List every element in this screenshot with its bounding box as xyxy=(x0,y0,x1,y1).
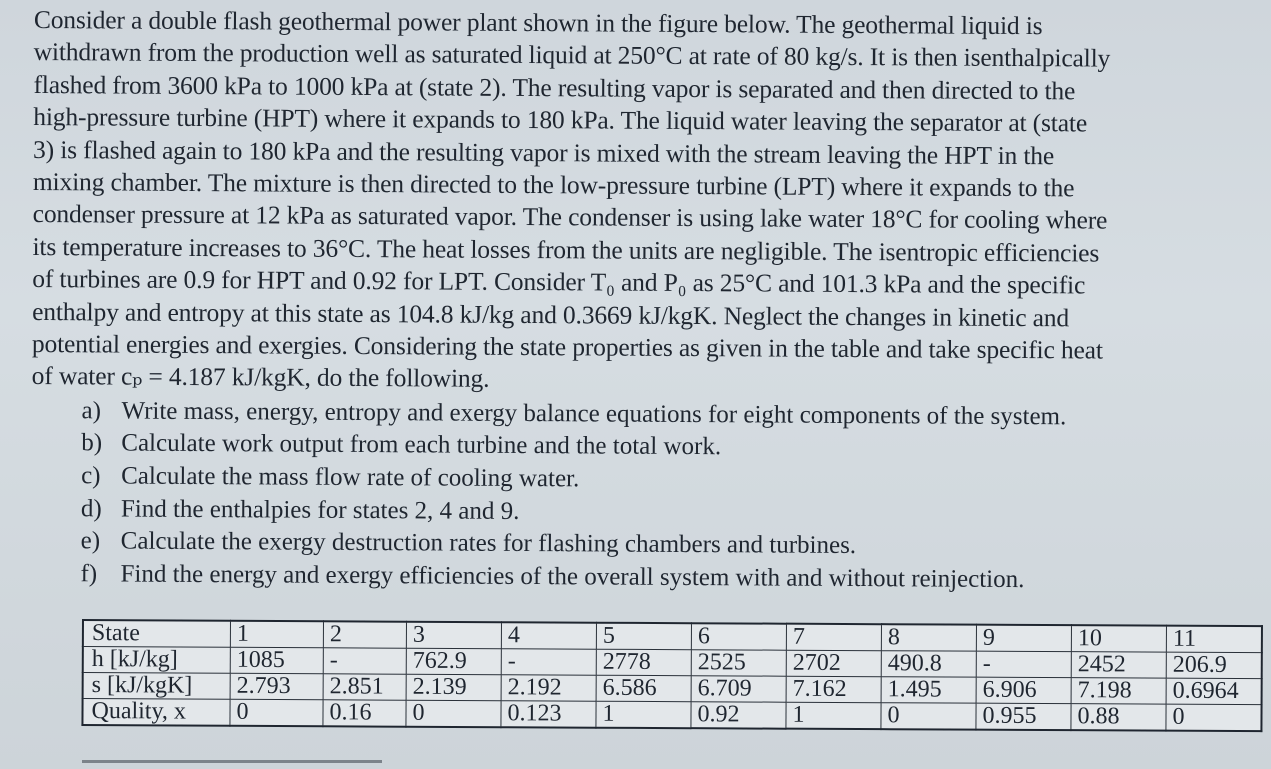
row-label: State xyxy=(83,620,231,647)
problem-line: of turbines are 0.9 for HPT and 0.92 for LPT. Consider T₀ and P₀ as 25°C and 101.3 kPa and the specific xyxy=(32,264,1086,300)
table-cell: 6.709 xyxy=(691,676,786,702)
table-cell: 2525 xyxy=(691,650,786,676)
table-cell: 2702 xyxy=(786,650,881,676)
task-text: Find the energy and exergy efficiencies of the overall system with and without reinjection. xyxy=(120,560,1025,593)
task-letter: e) xyxy=(80,527,101,555)
row-label: Quality, x xyxy=(82,699,230,726)
task-text: Calculate work output from each turbine and the total work. xyxy=(121,430,722,461)
table-cell: 6 xyxy=(691,623,786,650)
table-cell: 762.9 xyxy=(406,648,501,674)
task-letter: c) xyxy=(81,462,101,490)
table-cell: - xyxy=(976,651,1071,677)
table-cell: 1.495 xyxy=(881,677,976,703)
problem-line: potential energies and exergies. Considering the state properties as given in the table and take specific heat xyxy=(31,329,1103,365)
row-label: s [kJ/kgK] xyxy=(83,673,231,700)
table-cell: 0 xyxy=(1166,704,1262,731)
table-cell: 2.851 xyxy=(323,674,406,700)
table-cell: 0.16 xyxy=(323,700,406,727)
table-cell: 10 xyxy=(1071,625,1166,652)
table-cell: 4 xyxy=(501,622,596,649)
table-cell: 0 xyxy=(881,703,976,730)
table-cell: 206.9 xyxy=(1166,652,1262,678)
task-letter: f) xyxy=(80,560,98,588)
table-cell: 1 xyxy=(230,621,323,648)
state-properties-body xyxy=(82,620,1262,731)
table-cell: - xyxy=(323,648,406,674)
table-cell: 490.8 xyxy=(881,651,976,677)
table-cell: 5 xyxy=(596,623,691,650)
table-cell: 7 xyxy=(786,624,881,651)
table-cell: 2452 xyxy=(1071,652,1166,678)
problem-line: of water cₚ = 4.187 kJ/kgK, do the following. xyxy=(31,361,490,394)
table-cell: 0.123 xyxy=(501,701,596,728)
table-cell: 1085 xyxy=(230,647,323,673)
table-cell: 1 xyxy=(786,702,881,729)
problem-line: withdrawn from the production well as saturated liquid at 250°C at rate of 80 kg/s. It is then isenthalpically xyxy=(33,37,1111,73)
table-cell: 2 xyxy=(323,621,406,648)
table-cell: 3 xyxy=(406,622,501,649)
task-text: Calculate the mass flow rate of cooling water. xyxy=(121,462,580,493)
problem-line: its temperature increases to 36°C. The heat losses from the units are negligible. The isentropic efficiencies xyxy=(32,231,1100,268)
table-cell: 0.6964 xyxy=(1166,678,1262,704)
problem-line: 3) is flashed again to 180 kPa and the resulting vapor is mixed with the stream leaving the HPT in the xyxy=(33,134,1055,170)
row-label: h [kJ/kg] xyxy=(83,647,231,674)
state-properties-table xyxy=(81,619,1263,732)
task-letter: b) xyxy=(81,429,103,457)
problem-line: mixing chamber. The mixture is then directed to the low-pressure turbine (LPT) where it expands to the xyxy=(32,167,1075,203)
problem-line: condenser pressure at 12 kPa as saturated vapor. The condenser is using lake water 18°C for cooling where xyxy=(32,199,1108,235)
task-text: Find the enthalpies for states 2, 4 and 9. xyxy=(120,495,520,525)
table-cell: 2.139 xyxy=(406,674,501,700)
task-letter: d) xyxy=(80,494,102,523)
table-cell: 8 xyxy=(881,624,976,651)
task-text: Write mass, energy, entropy and exergy balance equations for eight components of the system. xyxy=(121,397,1067,431)
table-cell: 7.198 xyxy=(1071,678,1166,704)
table-cell: 7.162 xyxy=(786,676,881,702)
task-item xyxy=(80,558,1220,598)
problem-statement xyxy=(32,4,1224,400)
table-cell: 6.906 xyxy=(976,677,1071,703)
table-cell: 0 xyxy=(406,700,501,727)
problem-line: Consider a double flash geothermal power plant shown in the figure below. The geothermal liquid is xyxy=(33,4,1043,41)
table-cell: - xyxy=(501,649,596,675)
table-cell: 0.955 xyxy=(976,703,1071,730)
task-letter: a) xyxy=(81,397,102,425)
page-divider xyxy=(82,760,382,763)
table-cell: 9 xyxy=(976,625,1071,652)
problem-line: enthalpy and entropy at this state as 104.8 kJ/kg and 0.3669 kJ/kgK. Neglect the changes in kinetic and xyxy=(32,296,1070,332)
table-cell: 1 xyxy=(596,701,691,728)
table-cell: 2.793 xyxy=(230,673,323,699)
problem-document xyxy=(30,4,1224,598)
table-row xyxy=(82,699,1261,732)
problem-line: high-pressure turbine (HPT) where it expands to 180 kPa. The liquid water leaving the separator at (state xyxy=(33,102,1088,138)
table-cell: 11 xyxy=(1166,626,1262,653)
task-list xyxy=(80,395,1221,598)
task-text: Calculate the exergy destruction rates for flashing chambers and turbines. xyxy=(120,527,857,560)
table-cell: 2.192 xyxy=(501,675,596,701)
table-cell: 0 xyxy=(230,699,323,726)
problem-line: flashed from 3600 kPa to 1000 kPa at (state 2). The resulting vapor is separated and then directed to the xyxy=(33,69,1076,106)
table-cell: 2778 xyxy=(596,649,691,675)
table-cell: 6.586 xyxy=(596,675,691,701)
table-cell: 0.92 xyxy=(691,702,786,729)
table-cell: 0.88 xyxy=(1071,704,1166,731)
